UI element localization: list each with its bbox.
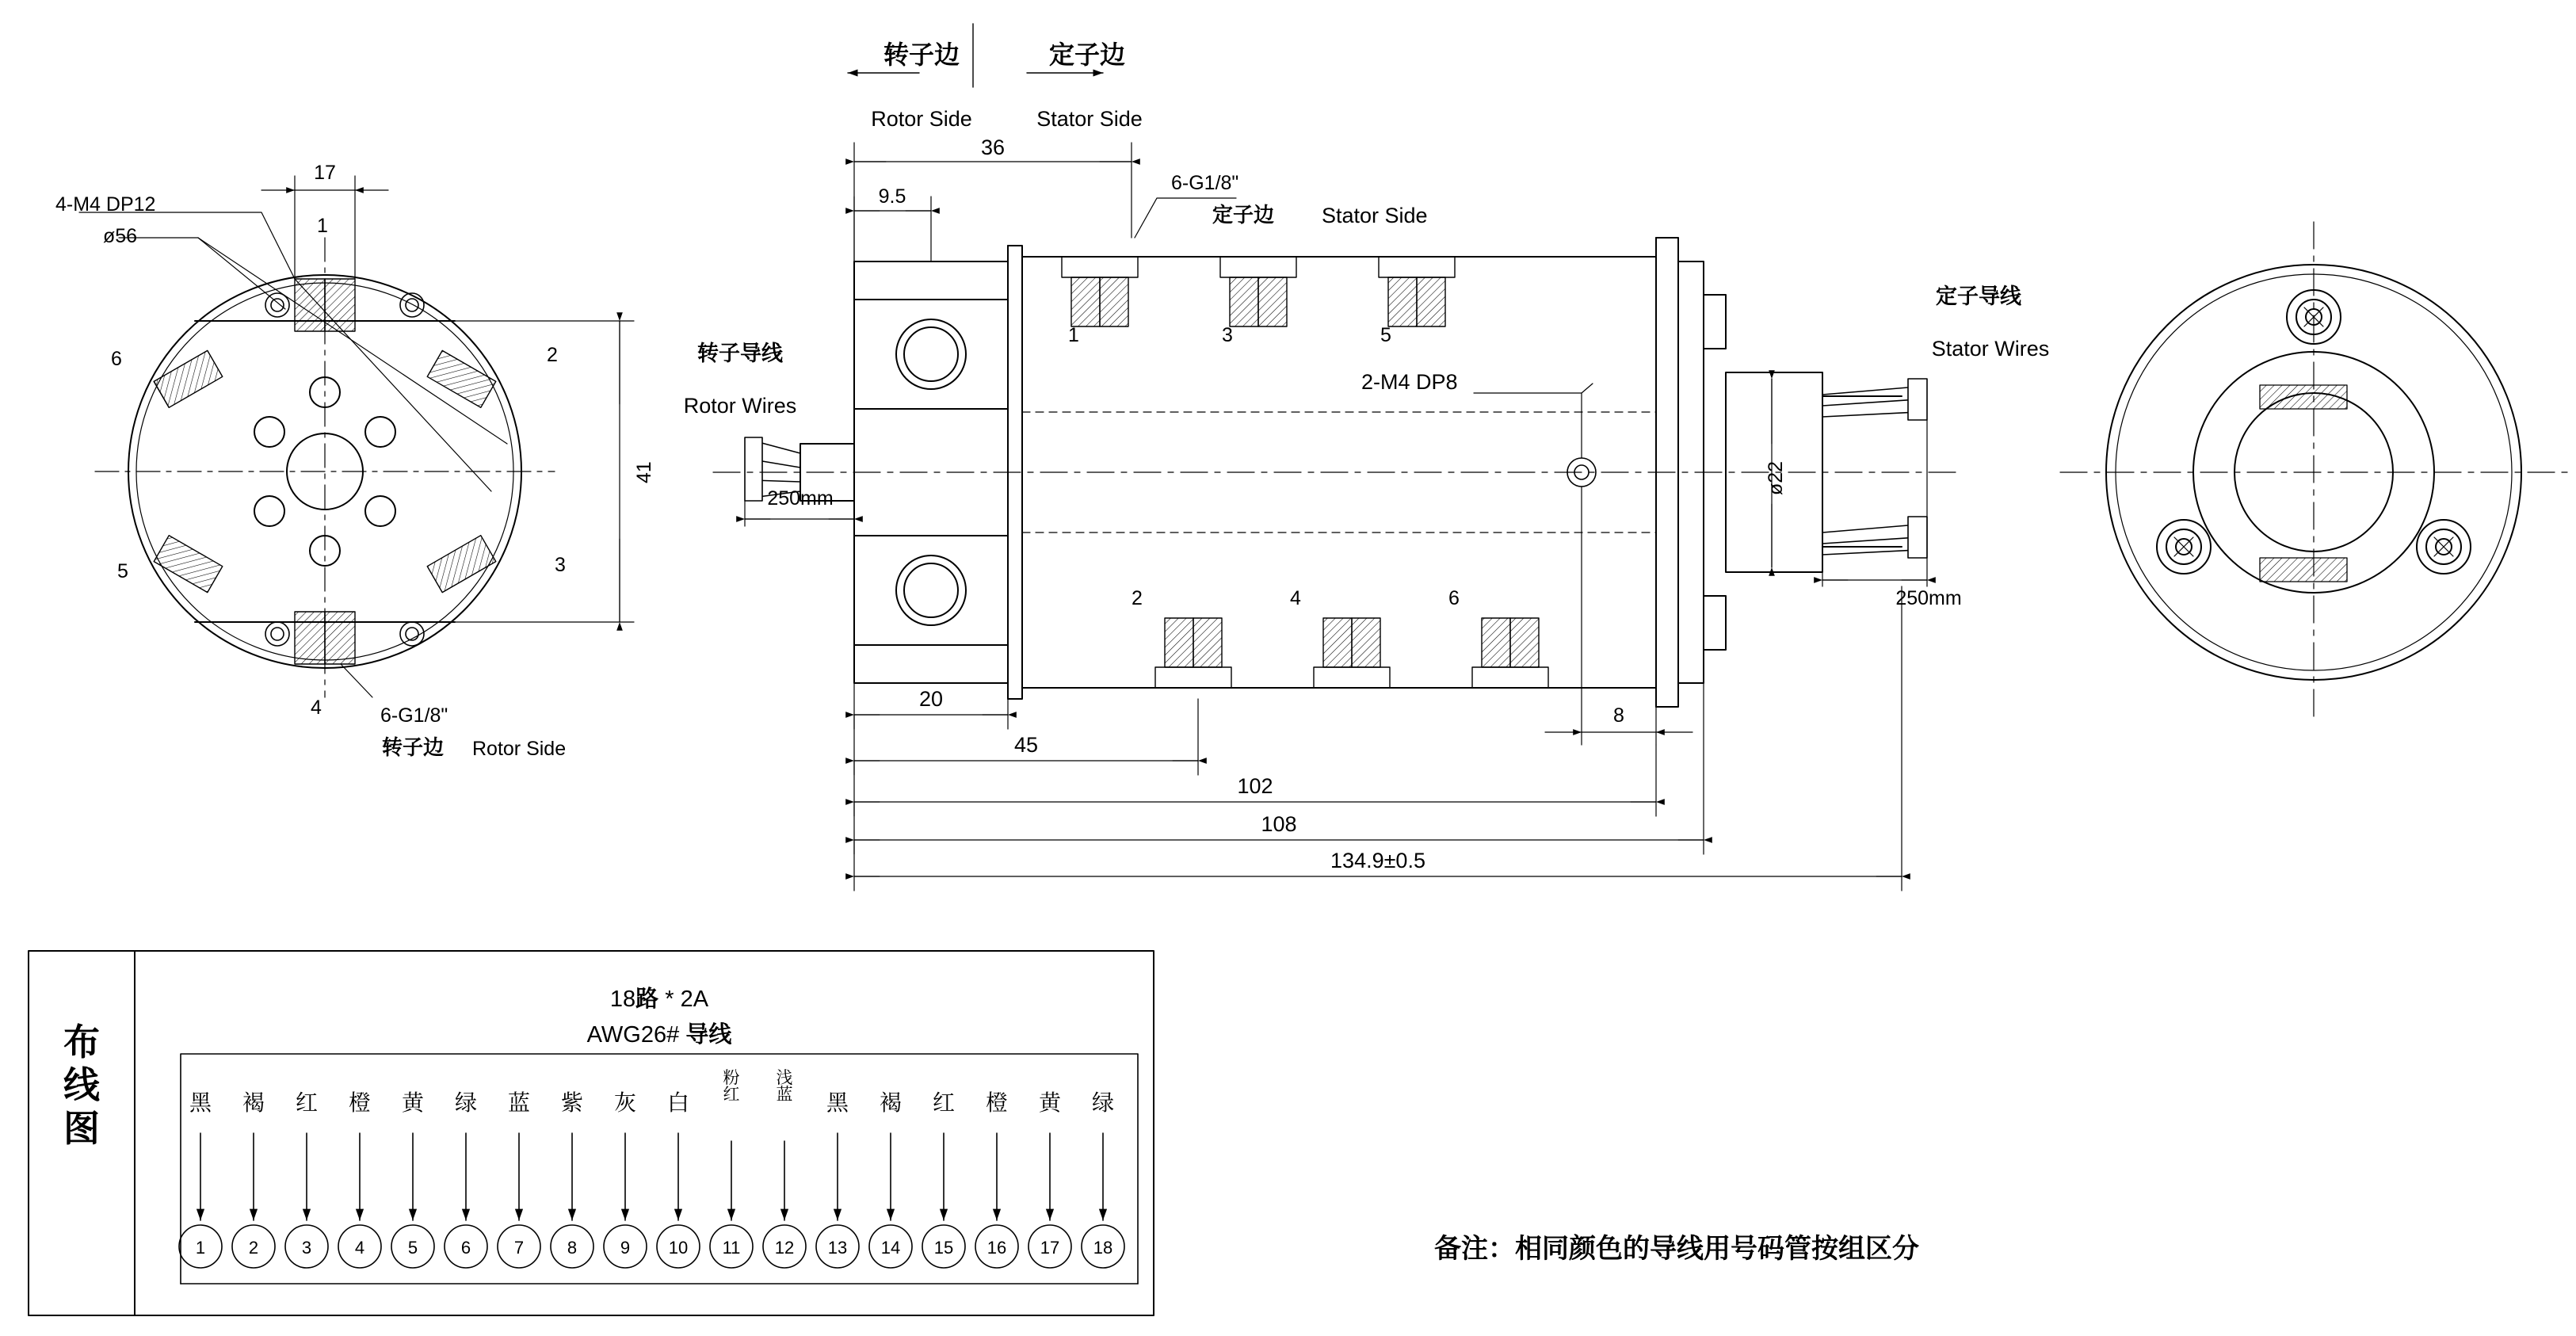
main-dim-8: 8 <box>1613 704 1624 727</box>
stator-wire-length: 250mm <box>1895 587 1962 609</box>
wire-color-15: 红 <box>932 1090 956 1116</box>
left-view-port-3: 3 <box>555 554 566 576</box>
wiring-spec-line-2 <box>587 1017 732 1049</box>
wire-pin-15: 15 <box>933 1238 954 1258</box>
header-rotor-side-cn: 转子边 <box>883 40 960 70</box>
left-view-rotor-side-cn: 转子边 <box>382 736 445 760</box>
main-bottom-port-2: 2 <box>1132 587 1143 609</box>
wiring-spec-current: * 2A <box>665 987 709 1012</box>
left-view-dim-41: 41 <box>633 461 655 483</box>
wire-color-10: 白 <box>666 1090 690 1116</box>
left-view-port-4: 4 <box>311 697 322 719</box>
wire-pin-11: 11 <box>722 1238 741 1258</box>
main-top-port-5: 5 <box>1380 324 1391 346</box>
wiring-spec-line-1 <box>610 981 708 1013</box>
wire-pin-18: 18 <box>1093 1238 1113 1258</box>
wiring-panel-title <box>48 1021 116 1150</box>
wire-color-16: 橙 <box>985 1090 1009 1116</box>
wire-color-12-bottom: 蓝 <box>776 1085 793 1104</box>
main-port-callout-en: Stator Side <box>1322 204 1428 227</box>
wire-pin-12: 12 <box>774 1238 795 1258</box>
remark-text: 备注：相同颜色的导线用号码管按组区分 <box>1434 1233 1919 1265</box>
left-face-view <box>79 176 634 697</box>
main-dim-36: 36 <box>980 136 1006 159</box>
wire-color-6: 绿 <box>454 1090 478 1116</box>
main-bottom-port-4: 4 <box>1290 587 1301 609</box>
main-bottom-port-6: 6 <box>1448 587 1460 609</box>
wiring-spec-gauge: AWG26# <box>586 1022 680 1048</box>
rotor-wires-label-en: Rotor Wires <box>683 394 797 418</box>
wiring-panel-title-line-1: 布 <box>63 1021 100 1063</box>
main-dim-20: 20 <box>918 687 944 711</box>
wire-color-17: 黄 <box>1038 1090 1062 1116</box>
rotor-wire-length: 250mm <box>767 487 834 510</box>
stator-wires-label-en: Stator Wires <box>1931 337 2050 361</box>
wire-color-9: 灰 <box>613 1090 637 1116</box>
left-view-rotor-side-en: Rotor Side <box>472 738 567 760</box>
main-port-callout-cn: 定子边 <box>1212 204 1275 227</box>
wire-pin-8: 8 <box>567 1238 578 1258</box>
main-screw-callout: 2-M4 DP8 <box>1361 370 1458 394</box>
wire-color-4: 橙 <box>348 1090 372 1116</box>
wire-pin-5: 5 <box>407 1238 418 1258</box>
header-stator-side-cn: 定子边 <box>1048 40 1126 70</box>
wire-color-7: 蓝 <box>507 1090 531 1116</box>
wire-color-14: 褐 <box>879 1090 903 1116</box>
left-view-port-2: 2 <box>547 344 558 366</box>
main-dim-45: 45 <box>1013 733 1039 757</box>
left-view-screw-callout: 4-M4 DP12 <box>55 193 156 216</box>
main-top-port-3: 3 <box>1222 324 1233 346</box>
main-dim-9-5: 9.5 <box>878 185 906 208</box>
left-view-port-5: 5 <box>117 560 128 582</box>
wire-color-8: 紫 <box>560 1090 584 1116</box>
wire-color-1: 黑 <box>189 1090 212 1116</box>
wire-color-2: 褐 <box>242 1090 265 1116</box>
wire-pin-10: 10 <box>668 1238 689 1258</box>
stator-wires-label-cn: 定子导线 <box>1936 284 2021 309</box>
main-dim-diameter-22: ø22 <box>1765 460 1787 495</box>
left-view-port-1: 1 <box>317 215 328 237</box>
wire-color-5: 黄 <box>401 1090 425 1116</box>
wiring-spec-count: 18 <box>609 987 636 1012</box>
wire-pin-3: 3 <box>301 1238 312 1258</box>
left-view-diameter-callout: ø56 <box>103 225 138 247</box>
wire-color-13: 黑 <box>826 1090 849 1116</box>
wire-color-18: 绿 <box>1091 1090 1115 1116</box>
wiring-panel-title-line-3: 图 <box>63 1106 100 1150</box>
wiring-spec-wire-cn: 导线 <box>685 1021 732 1048</box>
wire-color-11 <box>723 1070 740 1103</box>
wire-color-11-bottom: 红 <box>723 1085 740 1104</box>
wiring-panel-title-line-2: 线 <box>63 1063 100 1107</box>
left-view-dim-17: 17 <box>314 162 336 184</box>
wire-pin-16: 16 <box>987 1238 1007 1258</box>
left-view-port-callout: 6-G1/8" <box>380 704 448 727</box>
main-side-view <box>713 24 1957 891</box>
header-stator-side-en: Stator Side <box>1036 107 1143 131</box>
right-face-view <box>2060 222 2567 723</box>
wire-pin-14: 14 <box>880 1238 901 1258</box>
wire-color-11-top: 粉 <box>723 1068 740 1087</box>
wire-color-12 <box>777 1070 793 1103</box>
wire-pin-9: 9 <box>620 1238 631 1258</box>
wire-pin-17: 17 <box>1040 1238 1060 1258</box>
main-dim-overall: 134.9±0.5 <box>1330 849 1425 872</box>
main-top-port-1: 1 <box>1068 324 1079 346</box>
wire-pin-4: 4 <box>354 1238 365 1258</box>
wire-pin-1: 1 <box>195 1238 206 1258</box>
wire-pin-7: 7 <box>513 1238 525 1258</box>
wire-pin-6: 6 <box>460 1238 471 1258</box>
wire-pin-13: 13 <box>827 1238 848 1258</box>
header-rotor-side-en: Rotor Side <box>871 107 972 131</box>
wire-color-3: 红 <box>295 1090 319 1116</box>
main-dim-108: 108 <box>1261 812 1297 836</box>
wiring-panel <box>29 951 1154 1315</box>
main-port-callout: 6-G1/8" <box>1171 172 1239 194</box>
wire-color-12-top: 浅 <box>776 1068 793 1087</box>
rotor-wires-label-cn: 转子导线 <box>697 342 783 366</box>
main-dim-102: 102 <box>1237 774 1273 798</box>
wire-pin-2: 2 <box>248 1238 259 1258</box>
wiring-spec-unit-cn: 路 <box>635 985 659 1012</box>
left-view-port-6: 6 <box>111 348 122 370</box>
